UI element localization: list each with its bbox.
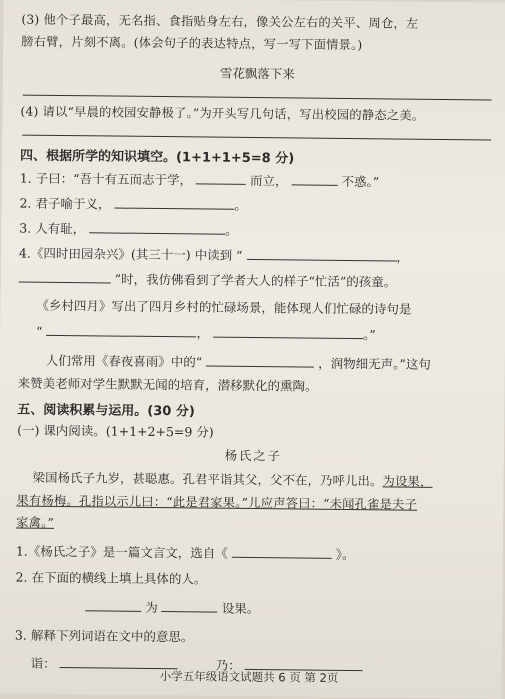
section-4-title: 四、根据所学的知识填空。(1+1+1+5=8 分) [19,148,295,167]
question-text: 1.《杨氏之子》是一篇文言文，选自《 [15,543,228,561]
fill-item-3: 3. 人有耻， 。 [19,220,238,238]
answer-blank[interactable] [60,656,178,669]
fill-item-2: 2. 君子喻于义， 。 [19,195,247,214]
fill-text: ，润物细无声。”这句 [318,356,431,373]
fill-item-6 [18,353,491,375]
section-5-title: 五、阅读积累与运用。(30 分) [17,402,195,420]
reading-q2: 2. 在下面的横线上填上具体的人。 [15,569,207,587]
reading-q1 [16,543,489,565]
answer-blank[interactable] [232,546,332,559]
answer-blank[interactable] [46,324,196,338]
fill-item-4-cont [19,270,492,292]
fill-item-5-cont: “ ， 。” [36,324,376,343]
q4-text: (4) 请以“早晨的校园安静极了。”为开头写几句话，写出校园的静态之美。 [20,104,425,123]
answer-blank[interactable] [245,658,363,671]
page-footer: 小学五年级语文试题共 6 页 第 2页 [159,669,339,686]
fill-text: 3. 人有耻， [19,220,86,237]
answer-line[interactable] [22,134,491,140]
section-5-subtitle: (一) 课内阅读。(1+1+2+5=9 分) [17,422,214,440]
fill-text: 2. 君子喻于义， [19,195,111,212]
answer-blank[interactable] [291,174,337,186]
passage-line-1 [17,470,490,492]
fill-text: ”时，我仿佛看到了学者大人的样子“忙活”的孩童。 [114,271,397,290]
answer-blank[interactable] [196,173,246,186]
fill-text: 人们常用《春夜喜雨》中的“ [45,353,203,370]
passage-underlined: 为设果， [382,474,433,489]
answer-blank[interactable] [246,248,396,262]
fill-text: 不惑。” [341,174,380,190]
answer-blank[interactable] [206,355,314,368]
reading-q2-answer [15,598,488,620]
answer-line[interactable] [23,95,492,101]
answer-blank[interactable] [114,197,234,210]
q3-line-1: (3) 他个子最高，无名指、食指贴身左右，像关公左右的关平、周仓，左 [21,12,419,31]
answer-blank[interactable] [89,221,225,234]
question-text: 乃： [215,658,241,674]
answer-blank[interactable] [162,600,218,613]
question-text: 设果。 [221,600,260,616]
passage-line-3: 家禽。” [16,515,55,531]
fill-item-1 [20,171,493,193]
question-text: 》。 [335,546,355,562]
q3-line-2: 膀右臂，片刻不离。(体会句子的表达特点，写一写下面情景。) [21,34,363,52]
passage-text: 梁国杨氏子九岁，甚聪惠。孔君平诣其父，父不在，乃呼儿出。 [32,470,383,489]
reading-q3: 3. 解释下列词语在文中的意思。 [14,627,194,644]
fill-text: 1. 子曰：“吾十有五而志于学， [19,170,193,188]
question-text: 为 [145,599,158,615]
passage-line-2: 果有杨梅。孔指以示儿曰：“此是君家果。”儿应声答曰：“未闻孔雀是夫子 [16,493,418,512]
question-text: 诣： [30,656,56,672]
answer-blank[interactable] [85,599,141,612]
fill-text: 4.《四时田园杂兴》(其三十一) 中读到 “ [18,245,243,263]
q3-prompt: 雪花飘落下来 [219,65,295,82]
fill-item-6-cont: 来赞美老师对学生默默无闻的培育，潜移默化的熏陶。 [17,375,318,394]
fill-item-5: 《乡村四月》写出了四月乡村的忙碌场景，能体现人们忙碌的诗句是 [36,297,412,317]
answer-blank[interactable] [213,326,363,340]
fill-item-4: 4.《四时田园杂兴》(其三十一) 中读到 “ ， [18,245,410,265]
fill-text: 而立， [249,173,288,189]
passage-title: 杨氏之子 [224,448,283,463]
answer-blank[interactable] [19,270,111,283]
